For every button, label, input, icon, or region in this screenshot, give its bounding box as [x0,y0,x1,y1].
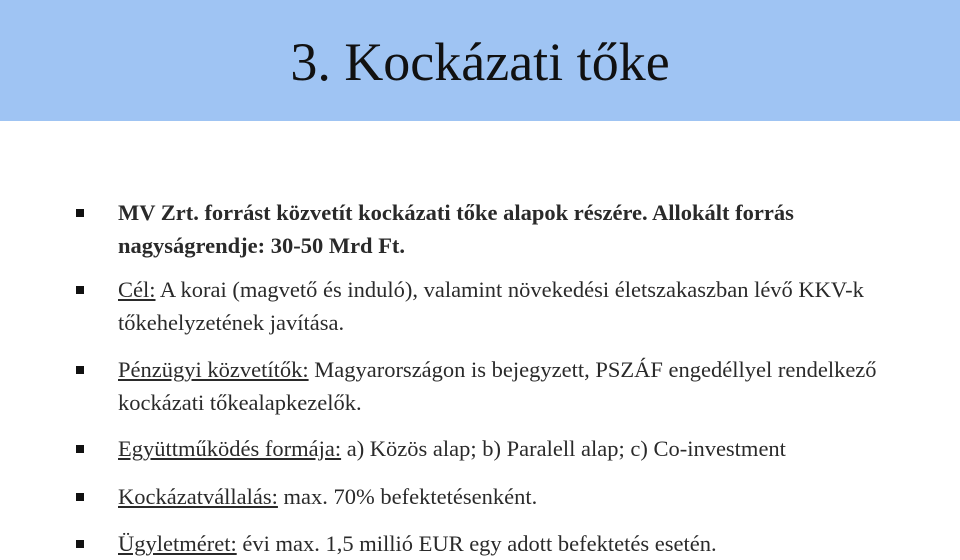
bullet-body-ugyletmeret: évi max. 1,5 millió EUR egy adott befektetés esetén. [236,531,717,556]
square-bullet-icon [76,445,84,453]
bullet-label-egyuttmukodes-formaja: Együttműködés formája: [118,436,342,461]
bullet-text-3 [118,353,938,419]
bullet-text-1: MV Zrt. forrást közvetít kockázati tőke alapok részére. Allokált forrás nagyságrendje: 30-50 Mrd Ft. [118,200,794,258]
bullet-body-penzugyi-kozvetitok: Magyarországon is bejegyzett, PSZÁF engedéllyel rendelkező kockázati tőkealapkezelők. [118,357,877,415]
bullet-text-2 [118,273,938,339]
bullet-text-5 [118,480,938,513]
bullet-text-4 [118,432,938,465]
bullet-label-kockazatvallalas: Kockázatvállalás: [118,484,278,509]
bullet-label-penzugyi-kozvetitok: Pénzügyi közvetítők: [118,357,309,382]
slide-title: 3. Kockázati tőke [290,32,670,92]
square-bullet-icon [76,209,84,217]
bullet-body-egyuttmukodes-formaja: a) Közös alap; b) Paralell alap; c) Co-investment [341,436,786,461]
square-bullet-icon [76,286,84,294]
bullet-label-ugyletmeret: Ügyletméret: [118,531,237,556]
square-bullet-icon [76,493,84,501]
bullet-body-kockazatvallalas: max. 70% befektetésenként. [277,484,538,509]
bullet-body-cel: A korai (magvető és induló), valamint növekedési életszakaszban lévő KKV-k tőkehelyzetének javítása. [118,277,864,335]
square-bullet-icon [76,366,84,374]
square-bullet-icon [76,540,84,548]
bullet-label-cel: Cél: [118,277,156,302]
bullet-text-6 [118,527,938,560]
